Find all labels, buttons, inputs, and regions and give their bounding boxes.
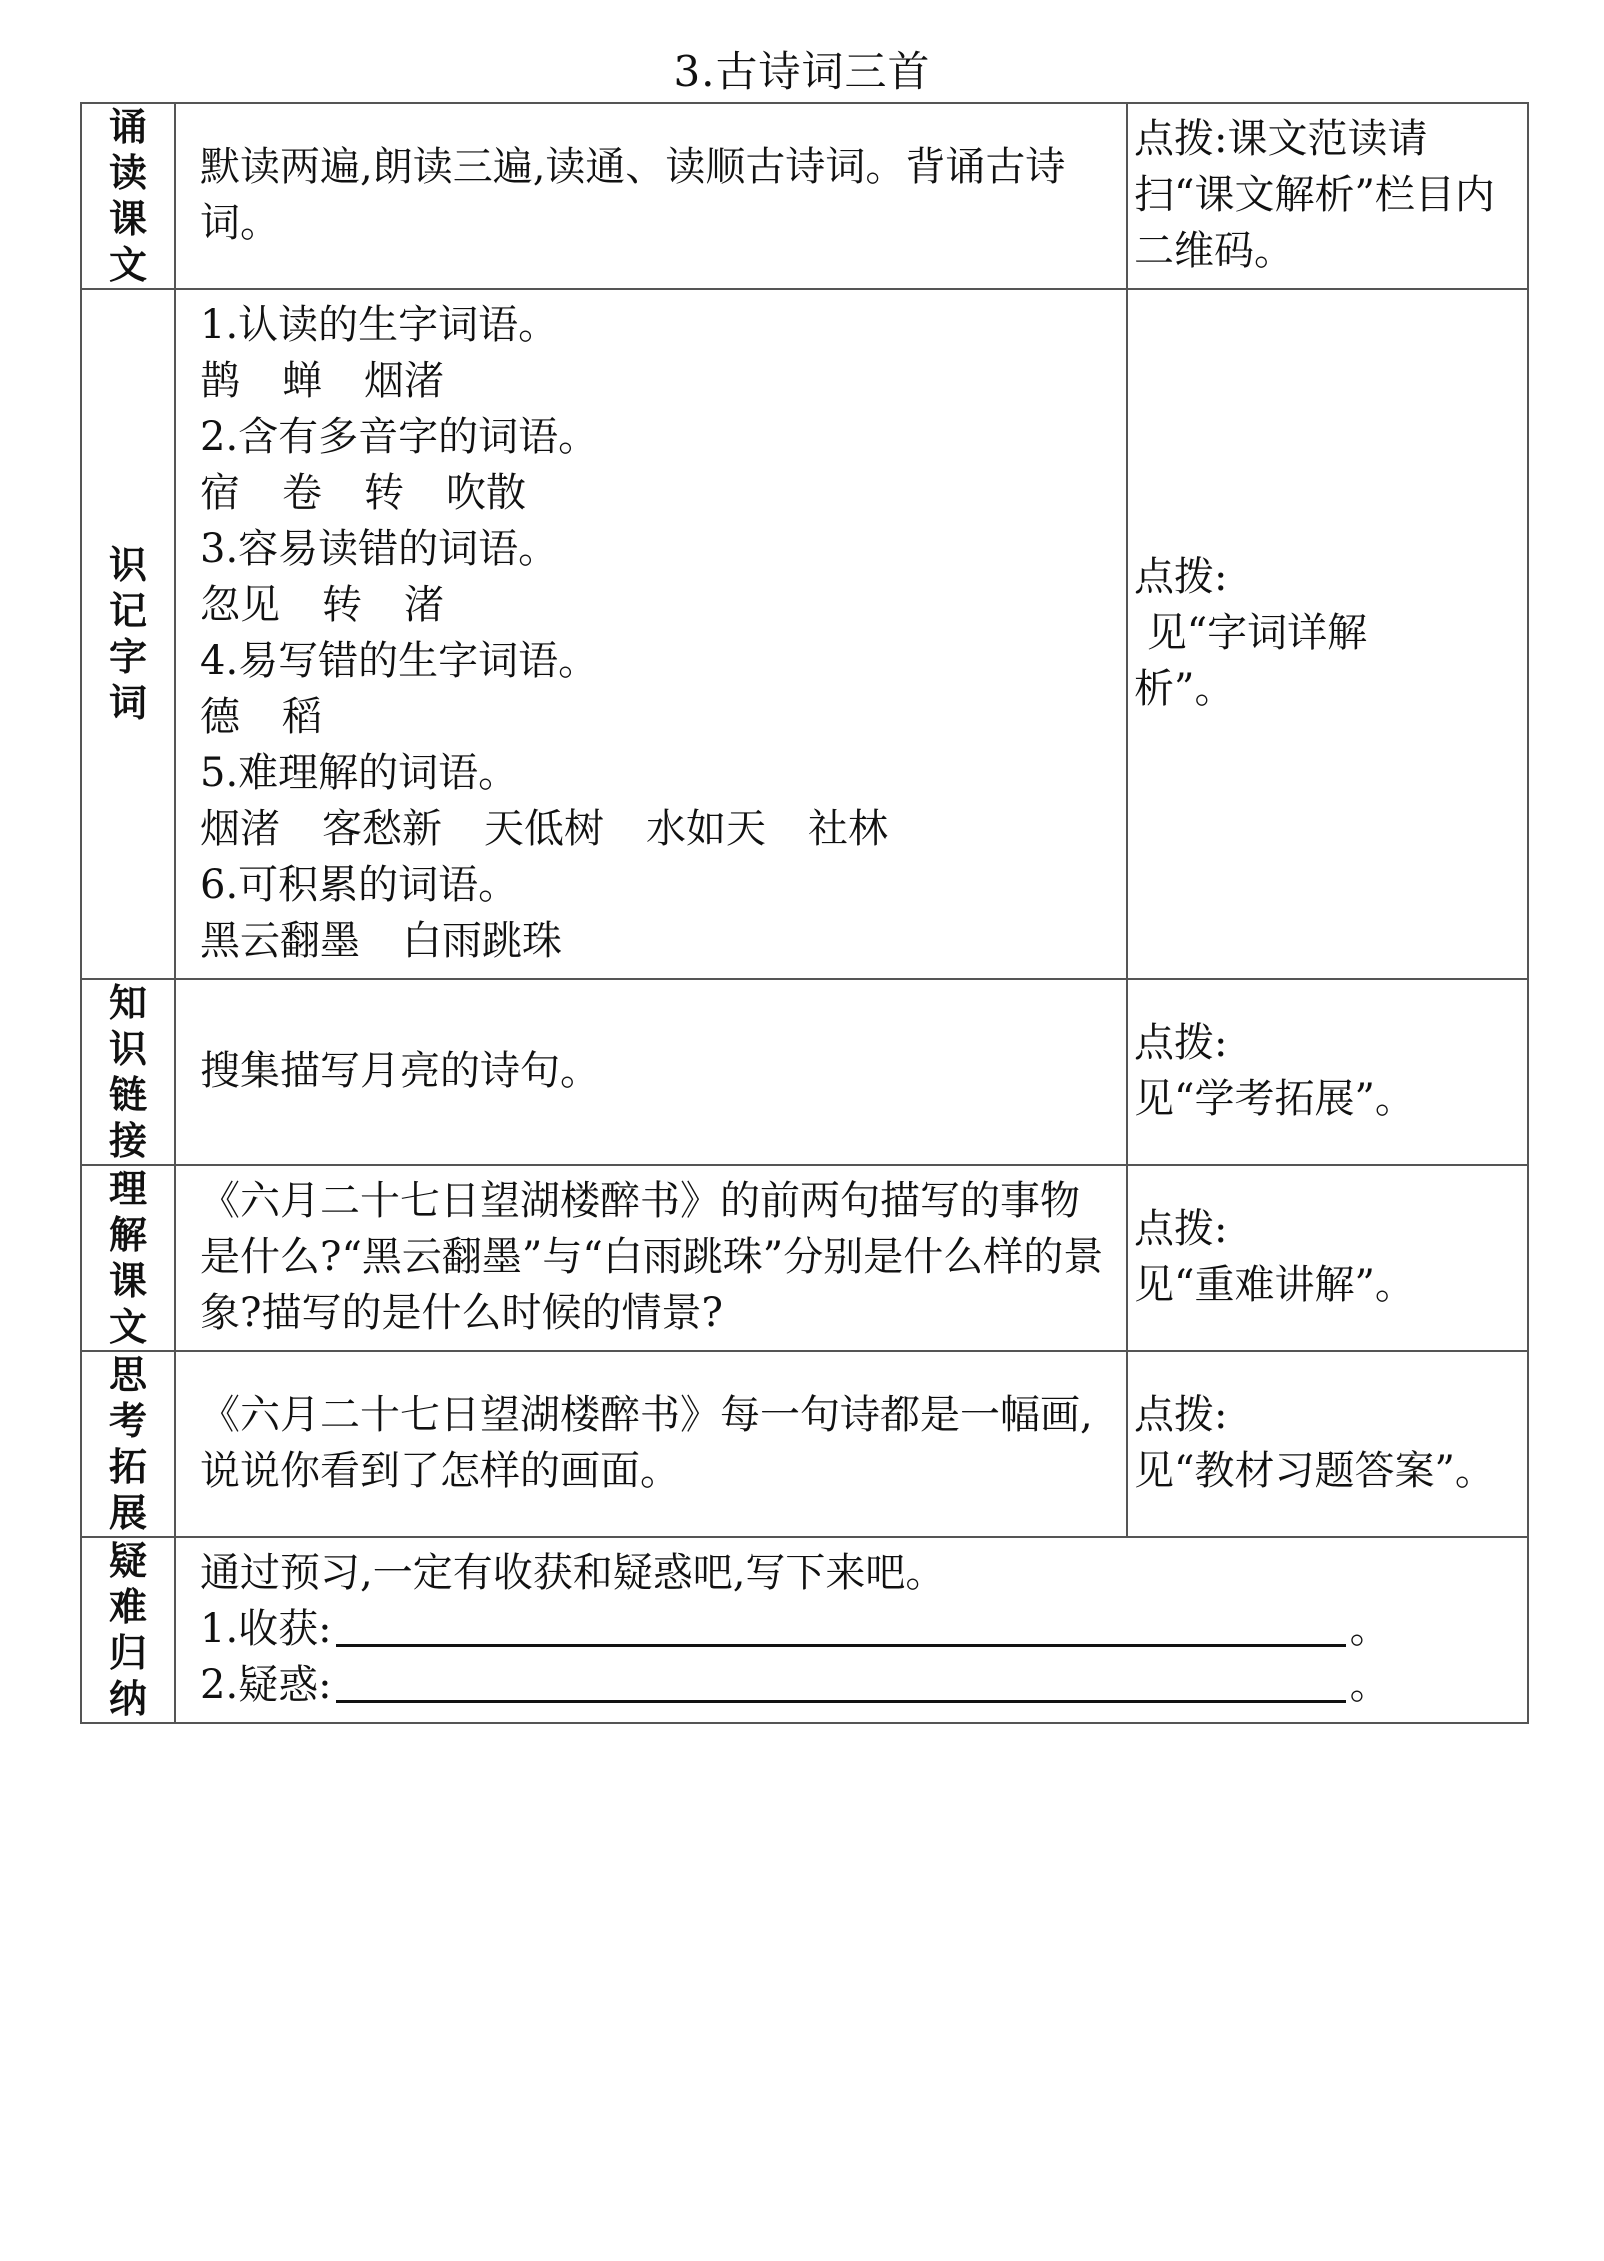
- word: 转: [364, 470, 404, 516]
- row-content: [175, 1165, 1127, 1351]
- row-content: [175, 979, 1127, 1165]
- hint-text: 点拨:: [1134, 1206, 1228, 1252]
- hint-text: 见“重难讲解”。: [1134, 1262, 1415, 1308]
- label-char: 读: [108, 151, 147, 195]
- hint-text: 析”。: [1134, 666, 1235, 712]
- hint-text: 点拨:: [1134, 1020, 1228, 1066]
- row-hint: [1127, 979, 1528, 1165]
- preview-table: [80, 102, 1529, 1724]
- word: 鹊: [200, 358, 240, 404]
- label-char: 纳: [108, 1677, 147, 1721]
- row-label: [81, 979, 175, 1165]
- row-content: [175, 289, 1127, 979]
- row-content: [175, 1537, 1528, 1723]
- content-text: 《六月二十七日望湖楼醉书》的前两句描写的事物是什么?“黑云翻墨”与“白雨跳珠”分别是什么样的景象?描写的是什么时候的情景?: [200, 1178, 1104, 1336]
- word: 黑云翻墨: [200, 918, 360, 964]
- label-char: 接: [108, 1119, 147, 1163]
- row-hint: [1127, 1351, 1528, 1537]
- word-list: [200, 689, 1108, 745]
- table-row: [81, 1165, 1528, 1351]
- item-heading: 6.可积累的词语。: [200, 862, 519, 908]
- word-list: [200, 465, 1108, 521]
- row-hint: [1127, 103, 1528, 289]
- label-char: 文: [108, 243, 147, 287]
- word: 天低树: [484, 806, 604, 852]
- label-char: 链: [108, 1073, 147, 1117]
- hint-text: 见“字词详解: [1134, 610, 1368, 656]
- label-char: 理: [108, 1167, 147, 1211]
- row-label: [81, 103, 175, 289]
- gains-input-line[interactable]: [336, 1610, 1346, 1647]
- word: 稻: [282, 694, 322, 740]
- label-char: 解: [108, 1213, 147, 1257]
- label-char: 课: [108, 1259, 147, 1303]
- hint-text: 点拨:: [1134, 554, 1228, 600]
- item-heading: 1.认读的生字词语。: [200, 302, 559, 348]
- hint-text: 见“学考拓展”。: [1134, 1076, 1415, 1122]
- word: 烟渚: [200, 806, 280, 852]
- label-char: 考: [108, 1399, 147, 1443]
- doubts-input-line[interactable]: [336, 1666, 1346, 1703]
- row-content: [175, 103, 1127, 289]
- row-label: [81, 1351, 175, 1537]
- label-char: 词: [108, 681, 147, 725]
- word: 社林: [808, 806, 888, 852]
- table-row: [81, 1537, 1528, 1723]
- label-char: 疑: [108, 1539, 147, 1583]
- hint-text: 见“教材习题答案”。: [1134, 1448, 1495, 1494]
- word: 吹散: [446, 470, 526, 516]
- field-end: 。: [1349, 1606, 1390, 1652]
- word: 德: [200, 694, 240, 740]
- word: 客愁新: [322, 806, 442, 852]
- word: 白雨跳珠: [402, 918, 562, 964]
- word-list: [200, 577, 1108, 633]
- word: 忽见: [200, 582, 280, 628]
- label-char: 归: [108, 1631, 147, 1675]
- item-heading: 5.难理解的词语。: [200, 750, 519, 796]
- label-char: 记: [108, 589, 147, 633]
- field-label: 1.收获:: [200, 1606, 332, 1652]
- word-list: [200, 801, 1108, 857]
- gains-field: [200, 1601, 1509, 1657]
- word: 水如天: [646, 806, 766, 852]
- label-char: 思: [108, 1353, 147, 1397]
- table-row: [81, 1351, 1528, 1537]
- content-text: 通过预习,一定有收获和疑惑吧,写下来吧。: [200, 1550, 946, 1596]
- label-char: 知: [108, 981, 147, 1025]
- field-label: 2.疑惑:: [200, 1662, 332, 1708]
- doubts-field: [200, 1657, 1509, 1713]
- word: 转: [322, 582, 362, 628]
- row-label: [81, 289, 175, 979]
- hint-text: 点拨:课文范读请扫“课文解析”栏目内二维码。: [1134, 116, 1495, 274]
- word-list: [200, 913, 1108, 969]
- content-text: 默读两遍,朗读三遍,读通、读顺古诗词。背诵古诗词。: [200, 144, 1066, 246]
- label-char: 课: [108, 197, 147, 241]
- label-char: 识: [108, 543, 147, 587]
- item-heading: 3.容易读错的词语。: [200, 526, 559, 572]
- label-char: 诵: [108, 105, 147, 149]
- label-char: 识: [108, 1027, 147, 1071]
- label-char: 文: [108, 1305, 147, 1349]
- row-label: [81, 1165, 175, 1351]
- item-heading: 2.含有多音字的词语。: [200, 414, 599, 460]
- word-list: [200, 353, 1108, 409]
- label-char: 展: [108, 1491, 147, 1535]
- word: 宿: [200, 470, 240, 516]
- label-char: 字: [108, 635, 147, 679]
- table-row: [81, 289, 1528, 979]
- field-end: 。: [1349, 1662, 1390, 1708]
- row-label: [81, 1537, 175, 1723]
- content-text: 搜集描写月亮的诗句。: [200, 1048, 600, 1094]
- page-title: 3.古诗词三首: [673, 47, 931, 96]
- table-row: [81, 103, 1528, 289]
- label-char: 拓: [108, 1445, 147, 1489]
- row-hint: [1127, 1165, 1528, 1351]
- word: 渚: [404, 582, 444, 628]
- word: 蝉: [282, 358, 322, 404]
- word: 卷: [282, 470, 322, 516]
- row-content: [175, 1351, 1127, 1537]
- item-heading: 4.易写错的生字词语。: [200, 638, 599, 684]
- word: 烟渚: [364, 358, 444, 404]
- hint-text: 点拨:: [1134, 1392, 1228, 1438]
- content-text: 《六月二十七日望湖楼醉书》每一句诗都是一幅画,说说你看到了怎样的画面。: [200, 1392, 1093, 1494]
- table-row: [81, 979, 1528, 1165]
- label-char: 难: [108, 1585, 147, 1629]
- row-hint: [1127, 289, 1528, 979]
